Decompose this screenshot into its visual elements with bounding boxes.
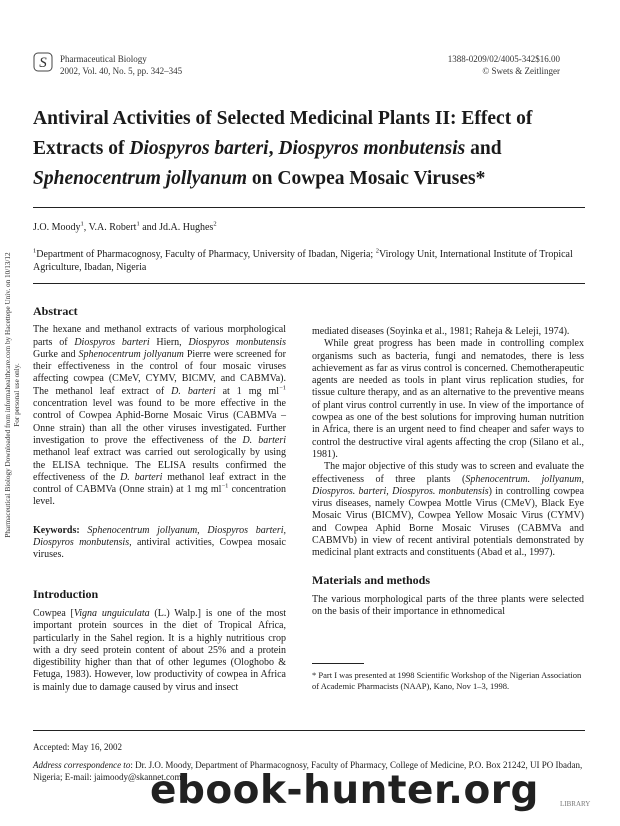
publisher-logo-icon <box>33 52 53 72</box>
publication-info <box>448 53 560 77</box>
introduction-text: Cowpea [Vigna unguiculata (L.) Walp.] is one of the most important protein sources in the diet of Tropical Africa, particularly in the Sahel region. It is a highly nutritious crop with a dry seed protein content of about 25% and a protein digestibility higher than that of other legumes (Ologhobo & Fetuga, 1983). However, low productivity of cowpea in Africa is mainly due to damage caused by virus and insect <box>33 607 286 693</box>
journal-issue: 2002, Vol. 40, No. 5, pp. 342–345 <box>60 66 183 76</box>
left-column <box>33 305 286 694</box>
issn: 1388-0209/02/4005-342$16.00 <box>447 54 560 64</box>
logo-letter: S <box>39 55 47 71</box>
accepted-date: Accepted: May 16, 2002 <box>33 742 122 752</box>
affiliation-divider <box>33 283 585 284</box>
footnote-divider <box>312 663 364 664</box>
article-title: Antiviral Activities of Selected Medicinal Plants II: Effect of Extracts of Diospyros barteri, Diospyros monbutensis and Sphenocentrum jollyanum on Cowpea Mosaic Viruses* <box>33 108 533 189</box>
download-note-line-1: Pharmaceutical Biology Downloaded from informahealthcare.com by Hacettepe Univ. on 10/13/12 <box>4 252 12 538</box>
title-divider <box>33 207 585 208</box>
journal-info <box>60 53 182 77</box>
download-note <box>2 230 24 560</box>
right-paragraph-2: While great progress has been made in controlling complex organisms such as bacteria, fungi and nematodes, there is less achievement as far as virus control is concerned. Chemotherapeutic agents are needed as tools in plant virus replication studies, for tissue culture therapy, and as an alternative to the preventive means of plant virus control currently in use. In view of the importance of cowpea as one of the best solutions for improving human nutrition in Africa, there is an urgent need to find cheaper and safer ways to control the destructive viral agents affecting the crop (Silano et al., 1981). <box>312 338 584 460</box>
methods-heading: Materials and methods <box>312 572 430 587</box>
keywords: Keywords: Sphenocentrum jollyanum, Diospyros barteri, Diospyros monbutensis, antiviral activities, Cowpea mosaic viruses. <box>33 524 286 561</box>
watermark-badge: LIBRARY <box>560 800 591 808</box>
author-list: J.O. Moody$^1$, V.A. Robert$^1$ and Jd.A. Hughes$^2$ <box>33 220 217 233</box>
methods-text: The various morphological parts of the three plants were selected on the basis of their importance in ethnomedical <box>312 593 584 618</box>
watermark: ebook-hunter.org <box>150 768 539 813</box>
download-note-line-2: For personal use only. <box>13 363 21 427</box>
right-paragraph-3: The major objective of this study was to screen and evaluate the effectiveness of three plants (Sphenocentrum. jollyanum, Diospyros. barteri, Diospyros. monbutensis) in controlling cowpea virus diseases, namely Cowpea Mottle Virus (CMeV), Black Eye Mosaic Virus (BICMV), Cowpea Yellow Mosaic Virus (CYMV) and Cowpea Aphid Borne Mosaic Viruses (CABMVa and CABMVb) in view of recent antiviral potentials demonstrated by medicinal plant extracts and constituents (Abad et al., 1997). <box>312 461 585 559</box>
footnote: * Part I was presented at 1998 Scientific Workshop of the Nigerian Association of Academic Pharmacists (NAAP), Kano, Nov 1–3, 1998. <box>312 670 582 691</box>
introduction-heading: Introduction <box>33 586 99 601</box>
abstract-text: The hexane and methanol extracts of various morphological parts of Diospyros barteri Hiern, Diospyros monbutensis Gurke and Sphenocentrum jollyanum Pierre were screened for their effectiveness in the control of four mosaic viruses affecting cowpea (CMeV, CYMV, BICMV, and CABMVa). The methanol leaf extract of D. barteri at 1 mg $ml^{-1}$ concentration level was found to be more effective in the control of Cowpea Aphid-Borne Mosaic Virus (CABMVa – Onne strain) than all the other viruses investigated. Further investigation to prove the effectiveness of the D. barteri methanol leaf extract was carried out serologically by using the ELISA technique. The ELISA results confirmed the effectiveness of the D. barteri methanol leaf extract in the control of CABMVa (Onne strain) at 1 mg $ml^{-1}$ concentration level. <box>33 324 287 508</box>
journal-name: Pharmaceutical Biology <box>60 54 147 64</box>
right-paragraph-1: mediated diseases (Soyinka et al., 1981; Raheja & Leleji, 1974). <box>312 326 570 337</box>
abstract-heading: Abstract <box>33 304 78 318</box>
publisher: © Swets & Zeitlinger <box>482 66 560 76</box>
footer-divider <box>33 730 585 731</box>
right-column <box>312 326 584 619</box>
correspondence: Address correspondence to: Dr. J.O. Moody, Department of Pharmacognosy, Faculty of Pharmacy, College of Medicine, P.O. Box 21242, UI PO Ibadan, Nigeria; E-mail: jaimoody@skannet.com <box>33 760 583 782</box>
affiliations: $^1$Department of Pharmacognosy, Faculty of Pharmacy, University of Ibadan, Nigeria; $^2$Virology Unit, International Institute of Tropical Agriculture, Ibadan, Nigeria <box>33 247 573 273</box>
